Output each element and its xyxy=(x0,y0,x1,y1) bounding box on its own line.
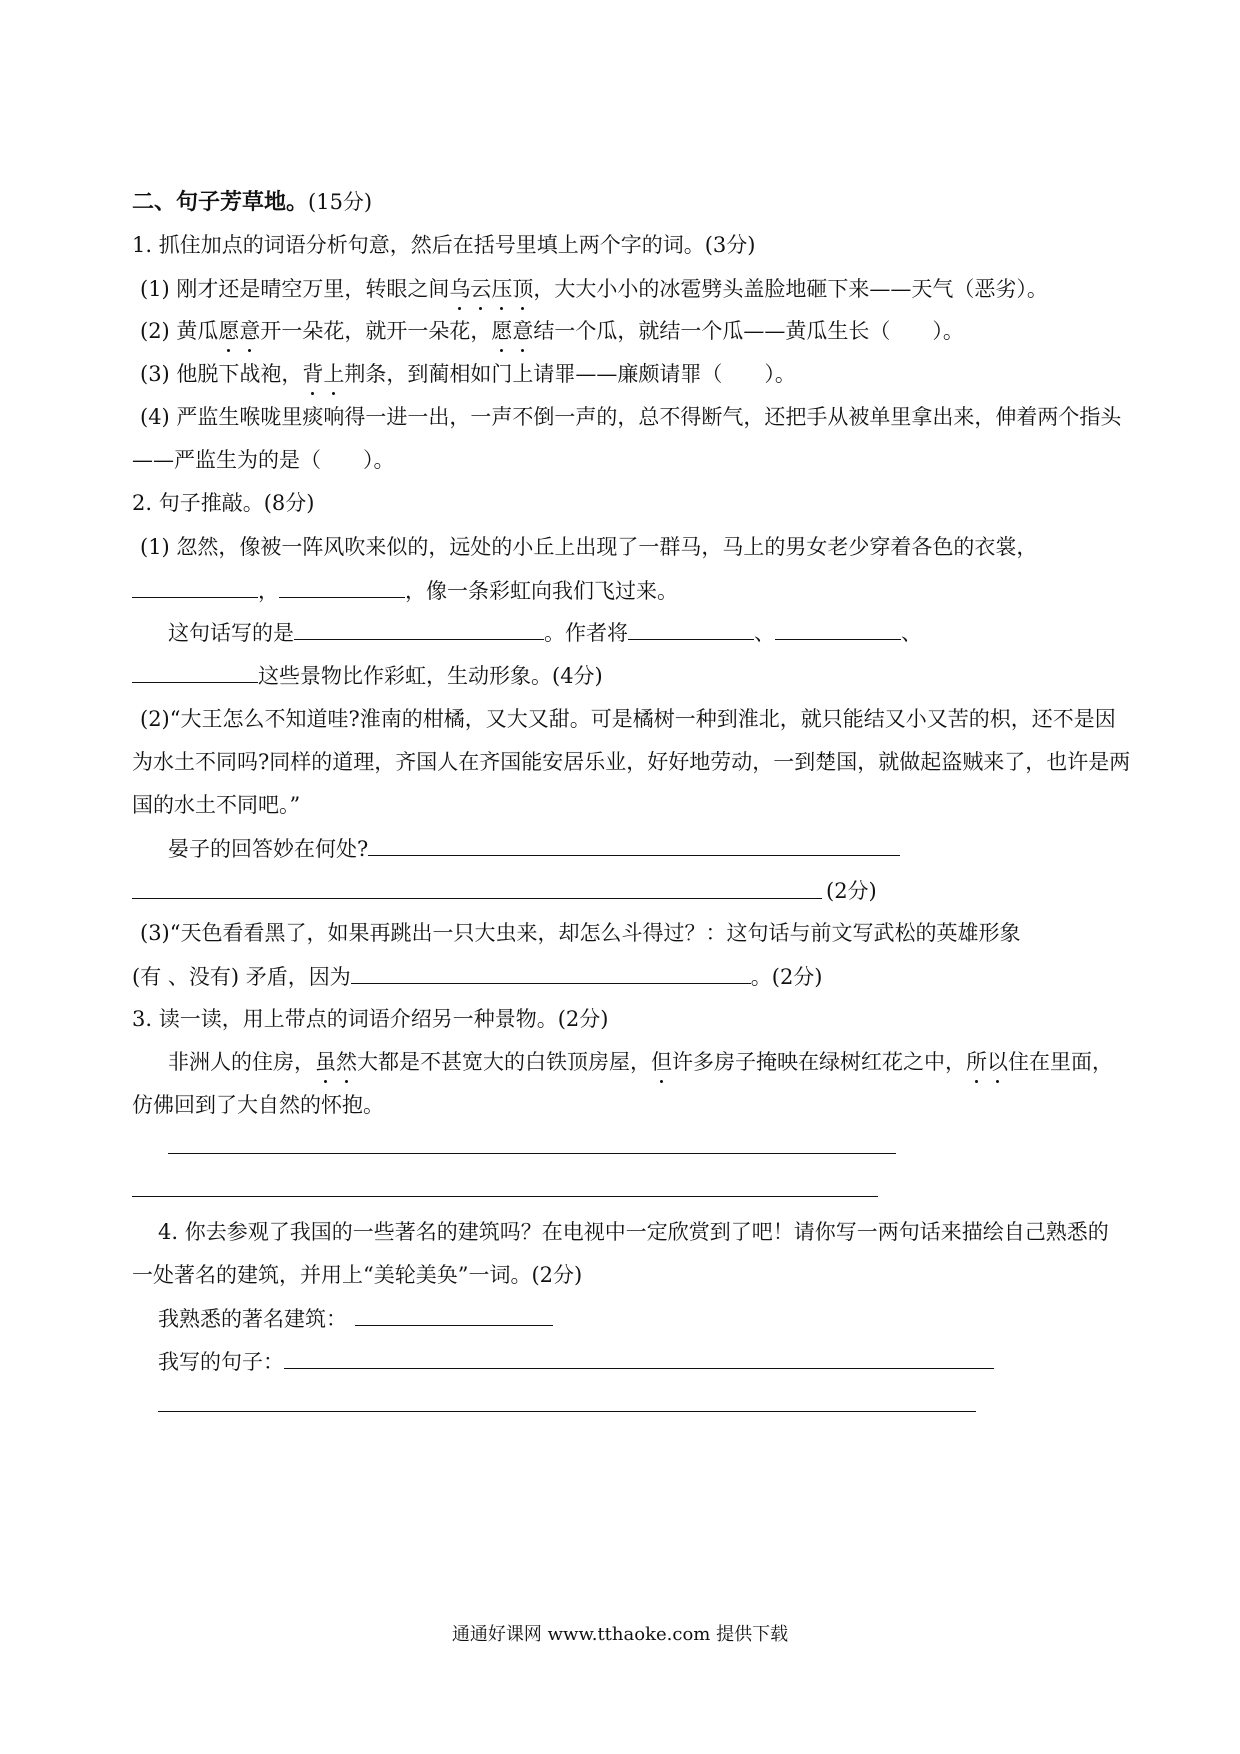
q3-passage-a: 非洲人的住房， xyxy=(168,1050,315,1074)
q1-item-2-post: 结一个瓜，就结一个瓜——黄瓜生长（ ）。 xyxy=(533,319,964,343)
q4-sentence-input-line-1[interactable] xyxy=(284,1346,994,1369)
q2-s3-post: 。(2分) xyxy=(750,965,823,989)
q1-item-2-dotted-1-char: 意 xyxy=(239,316,260,346)
q2-s1-q-mid: 。作者将 xyxy=(544,621,628,645)
q3-dotted-1-char: 虽 xyxy=(315,1047,336,1077)
q4-sentence-label: 我写的句子： xyxy=(158,1350,284,1374)
q2-s1-blank-2[interactable] xyxy=(279,575,405,598)
q3-dotted-1-char: 然 xyxy=(336,1047,357,1077)
q2-s1-blank-content[interactable] xyxy=(294,617,544,640)
q1-item-1-post: ，大大小小的冰雹劈头盖脸地砸下来——天气（恶劣）。 xyxy=(533,277,1048,301)
q3-dotted-3-char: 所 xyxy=(966,1047,987,1077)
q4-sentence-input-line-2[interactable] xyxy=(158,1411,976,1412)
q2-s2-question xyxy=(168,833,900,864)
q1-stem: 1. 抓住加点的词语分析句意，然后在括号里填上两个字的词。(3分) xyxy=(132,233,756,257)
q2-s1-line2-text: ，像一条彩虹向我们飞过来。 xyxy=(405,579,678,603)
q1-item-3-dotted-char: 背 xyxy=(302,359,323,389)
q3-passage-line2: 仿佛回到了大自然的怀抱。 xyxy=(132,1093,384,1117)
q1-item-3-dotted-char: 上 xyxy=(323,359,344,389)
q2-s1-comma: ， xyxy=(258,579,279,603)
q2-s1-sep-1: 、 xyxy=(754,621,775,645)
section-heading xyxy=(132,187,372,217)
q1-item-3-pre: (3) 他脱下战袍， xyxy=(140,362,303,386)
q1-item-4-line1: (4) 严监生喉咙里痰响得一进一出，一声不倒一声的，总不得断气，还把手从被单里拿出来，伸着两个指头 xyxy=(140,405,1122,429)
q1-item-2-pre: (2) 黄瓜 xyxy=(140,319,219,343)
q1-item-2 xyxy=(140,316,964,346)
section-score: (15分) xyxy=(308,190,373,214)
q2-s2-score: (2分) xyxy=(826,879,877,903)
q4-stem-line2: 一处著名的建筑，并用上“美轮美奂”一词。(2分) xyxy=(132,1263,583,1287)
q2-s1-question xyxy=(168,617,922,648)
q3-dotted-1 xyxy=(315,1050,357,1074)
q1-item-2-dotted-2 xyxy=(491,319,533,343)
q1-item-1-pre: (1) 刚才还是晴空万里，转眼之间 xyxy=(140,277,450,301)
q4-sentence-row xyxy=(158,1346,994,1377)
q3-stem: 3. 读一读，用上带点的词语介绍另一种景物。(2分) xyxy=(132,1007,609,1031)
q3-dotted-3 xyxy=(966,1050,1008,1074)
q1-item-2-dotted-1-char: 愿 xyxy=(218,316,239,346)
q2-s2-q-label: 晏子的回答妙在何处? xyxy=(168,837,369,861)
q1-item-3 xyxy=(140,359,796,389)
q2-s3-pre: (有 、没有) 矛盾，因为 xyxy=(132,965,351,989)
q3-passage-line1 xyxy=(168,1047,1113,1077)
q2-s2-line1: (2)“大王怎么不知道哇?淮南的柑橘，又大又甜。可是橘树一种到淮北，就只能结又小又苦的枳，还不是因 xyxy=(140,707,1116,731)
q3-passage-b: 大都是不甚宽大的白铁顶房屋， xyxy=(357,1050,651,1074)
q2-s3-answer-line[interactable] xyxy=(351,961,751,984)
q2-s1-blank-scene-1[interactable] xyxy=(628,617,754,640)
q2-s1-line1: (1) 忽然，像被一阵风吹来似的，远处的小丘上出现了一群马，马上的男女老少穿着各色的衣裳， xyxy=(140,535,1038,559)
q3-answer-line-1[interactable] xyxy=(168,1153,896,1154)
q3-answer-line-2[interactable] xyxy=(132,1196,878,1197)
q2-s1-line2 xyxy=(132,575,678,606)
q3-passage-c: 许多房子掩映在绿树红花之中， xyxy=(672,1050,966,1074)
q3-dotted-2-char: 但 xyxy=(651,1047,672,1077)
q1-item-1-dotted-char: 乌 xyxy=(449,274,470,304)
q2-s1-question-end xyxy=(132,660,603,691)
q1-item-2-dotted-2-char: 愿 xyxy=(491,316,512,346)
q1-item-2-mid: 开一朵花，就开一朵花， xyxy=(260,319,492,343)
q2-s1-blank-scene-2[interactable] xyxy=(775,617,901,640)
q3-dotted-2 xyxy=(651,1050,672,1074)
q2-s2-answer-line-1[interactable] xyxy=(368,833,900,856)
q4-building-label: 我熟悉的著名建筑： xyxy=(158,1307,347,1331)
q2-s1-sep-2: 、 xyxy=(901,621,922,645)
q1-item-3-dotted xyxy=(302,362,344,386)
q4-building-row xyxy=(158,1303,553,1334)
q1-item-1-dotted-char: 压 xyxy=(491,274,512,304)
q2-s1-blank-scene-3[interactable] xyxy=(132,660,258,683)
q3-passage-e: 住在里面， xyxy=(1008,1050,1113,1074)
q1-item-4-line2: ——严监生为的是（ ）。 xyxy=(132,448,395,472)
q1-item-1 xyxy=(140,274,1048,304)
q2-s2-line2: 为水土不同吗?同样的道理，齐国人在齐国能安居乐业，好好地劳动，一到楚国，就做起盗贼来了，也许是两 xyxy=(132,750,1131,774)
q4-building-input-line[interactable] xyxy=(355,1303,553,1326)
q4-stem-line1: 4. 你去参观了我国的一些著名的建筑吗？在电视中一定欣赏到了吧！请你写一两句话来描绘自己熟悉的 xyxy=(158,1220,1109,1244)
q3-dotted-3-char: 以 xyxy=(987,1047,1008,1077)
q2-s3-line2 xyxy=(132,961,823,992)
section-title: 二、句子芳草地。 xyxy=(132,189,309,215)
q2-s1-q-end: 这些景物比作彩虹，生动形象。(4分) xyxy=(258,664,603,688)
q2-s2-line3: 国的水土不同吧。” xyxy=(132,793,301,817)
q1-item-1-dotted-char: 顶 xyxy=(512,274,533,304)
q2-s1-blank-1[interactable] xyxy=(132,575,258,598)
q1-item-1-dotted xyxy=(449,277,533,301)
q1-item-3-post: 荆条，到蔺相如门上请罪——廉颇请罪（ ）。 xyxy=(344,362,796,386)
q2-s2-answer-line-2[interactable] xyxy=(132,898,822,899)
q1-item-2-dotted-1 xyxy=(218,319,260,343)
q2-stem: 2. 句子推敲。(8分) xyxy=(132,491,315,515)
q1-item-1-dotted-char: 云 xyxy=(470,274,491,304)
page-footer: 通通好课网 www.tthaoke.com 提供下载 xyxy=(451,1624,789,1645)
q2-s3-line1: (3)“天色看看黑了，如果再跳出一只大虫来，却怎么斗得过？：这句话与前文写武松的英雄形象 xyxy=(140,921,1021,945)
q2-s1-q-pre: 这句话写的是 xyxy=(168,621,294,645)
q1-item-2-dotted-2-char: 意 xyxy=(512,316,533,346)
